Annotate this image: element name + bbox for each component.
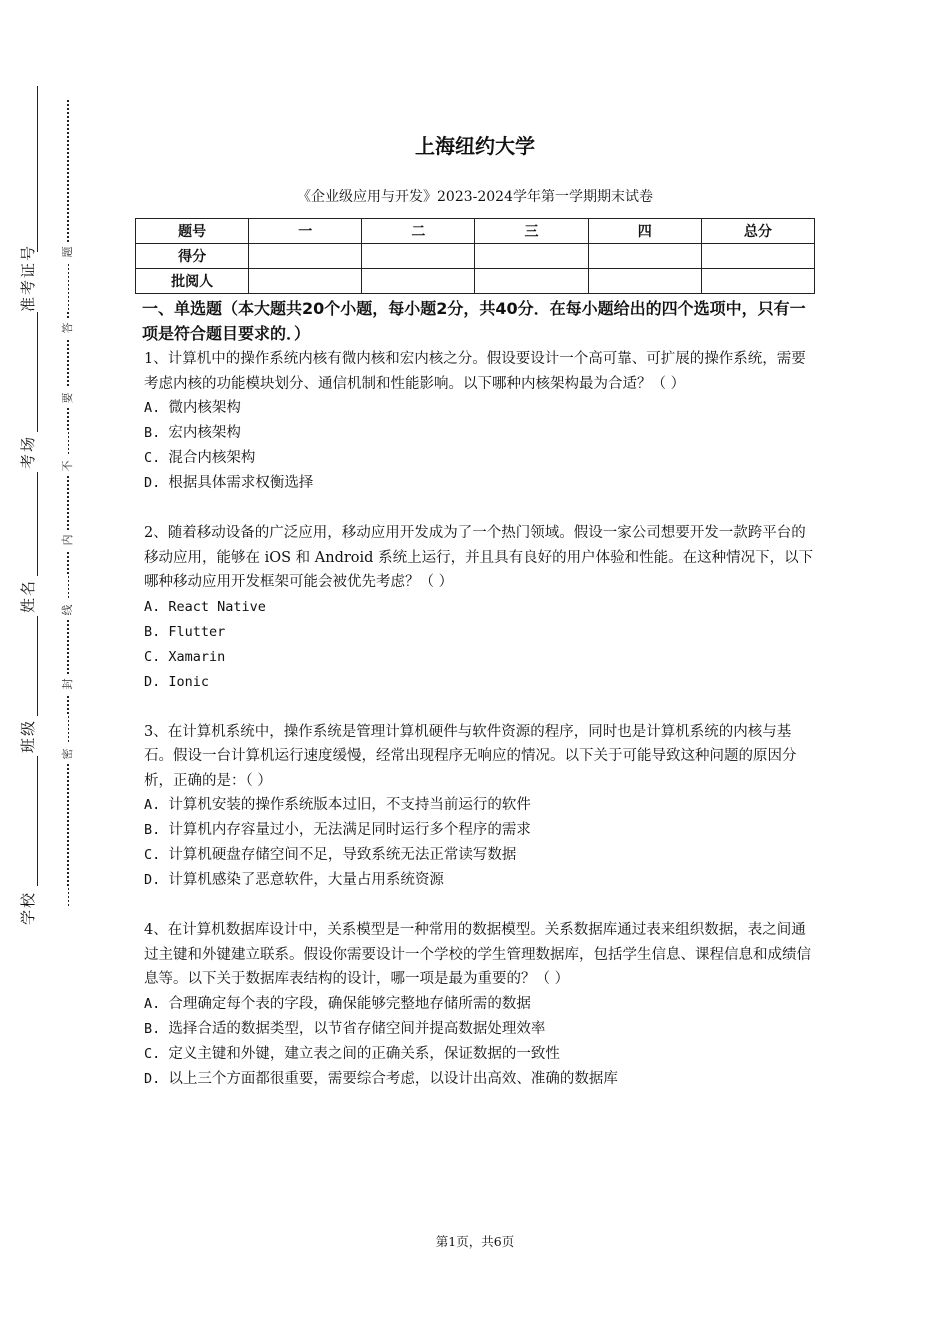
reviewer-input-cell[interactable] bbox=[588, 269, 701, 294]
option-text: 微内核架构 bbox=[168, 400, 241, 416]
option-b[interactable] bbox=[144, 620, 816, 645]
table-cell: 一 bbox=[249, 219, 362, 244]
score-input-cell[interactable] bbox=[701, 244, 814, 269]
option-b[interactable] bbox=[144, 1017, 816, 1042]
table-cell: 总分 bbox=[701, 219, 814, 244]
binding-field-class: 班级 bbox=[8, 716, 68, 756]
section-heading: 一、单选题（本大题共20个小题，每小题2分，共40分．在每小题给出的四个选项中，只有一项是符合题目要求的．） bbox=[142, 299, 806, 343]
option-letter: D. bbox=[144, 475, 161, 491]
reviewer-input-cell[interactable] bbox=[701, 269, 814, 294]
table-cell: 四 bbox=[588, 219, 701, 244]
score-input-cell[interactable] bbox=[588, 244, 701, 269]
option-c[interactable] bbox=[144, 1042, 816, 1067]
option-letter: B. bbox=[144, 822, 161, 838]
binding-dotted-line bbox=[67, 100, 69, 906]
option-text: 混合内核架构 bbox=[168, 450, 256, 466]
page-title: 上海纽约大学 bbox=[415, 134, 535, 158]
option-text: 根据具体需求权衡选择 bbox=[168, 475, 314, 491]
question-3 bbox=[144, 720, 816, 894]
option-text: 合理确定每个表的字段，确保能够完整地存储所需的数据 bbox=[168, 995, 531, 1012]
option-letter: B. bbox=[144, 623, 161, 640]
reviewer-input-cell[interactable] bbox=[249, 269, 362, 294]
table-cell: 题号 bbox=[136, 219, 249, 244]
binding-dotted-label: 密 bbox=[58, 744, 78, 764]
option-letter: B. bbox=[144, 425, 161, 441]
option-text: 定义主键和外键，建立表之间的正确关系，保证数据的一致性 bbox=[168, 1045, 560, 1062]
score-input-cell[interactable] bbox=[249, 244, 362, 269]
option-text: 计算机感染了恶意软件，大量占用系统资源 bbox=[168, 872, 444, 888]
reviewer-input-cell[interactable] bbox=[362, 269, 475, 294]
option-b[interactable] bbox=[144, 421, 816, 446]
option-text: React Native bbox=[168, 598, 266, 615]
binding-dotted-label: 题 bbox=[58, 242, 78, 262]
option-text: 计算机硬盘存储空间不足，导致系统无法正常读写数据 bbox=[168, 847, 517, 863]
binding-field-school: 学校 bbox=[8, 888, 68, 928]
option-a[interactable] bbox=[144, 396, 816, 421]
page-footer: 第1页，共6页 bbox=[435, 1234, 515, 1249]
option-b[interactable] bbox=[144, 818, 816, 843]
option-d[interactable] bbox=[144, 670, 816, 695]
option-a[interactable] bbox=[144, 992, 816, 1017]
option-c[interactable] bbox=[144, 446, 816, 471]
score-input-cell[interactable] bbox=[475, 244, 588, 269]
option-a[interactable] bbox=[144, 793, 816, 818]
binding-field-exam-number: 准考证号 bbox=[8, 252, 68, 312]
option-letter: A. bbox=[144, 797, 161, 813]
binding-dotted-label: 不 bbox=[58, 456, 78, 476]
option-text: 宏内核架构 bbox=[168, 425, 241, 441]
binding-dotted-label: 内 bbox=[58, 530, 78, 550]
option-text: Flutter bbox=[168, 623, 226, 640]
table-cell: 得分 bbox=[136, 244, 249, 269]
binding-dotted-label: 要 bbox=[58, 388, 78, 408]
question-4 bbox=[144, 918, 816, 1092]
binding-solid-line bbox=[37, 86, 38, 886]
option-d[interactable] bbox=[144, 471, 816, 496]
option-a[interactable] bbox=[144, 595, 816, 620]
exam-content bbox=[144, 296, 816, 1117]
binding-dotted-label: 答 bbox=[58, 318, 78, 338]
question-stem: 3、在计算机系统中，操作系统是管理计算机硬件与软件资源的程序，同时也是计算机系统的内核与基石。假设一台计算机运行速度缓慢，经常出现程序无响应的情况。以下关于可能导致这种问题的原因分析，正确的是：（ ） bbox=[144, 723, 797, 789]
option-letter: C. bbox=[144, 1045, 161, 1062]
option-text: 以上三个方面都很重要，需要综合考虑，以设计出高效、准确的数据库 bbox=[168, 1070, 618, 1087]
binding-dotted-label: 封 bbox=[58, 674, 78, 694]
option-text: Xamarin bbox=[168, 648, 226, 665]
table-cell: 批阅人 bbox=[136, 269, 249, 294]
binding-dotted-label: 线 bbox=[58, 600, 78, 620]
option-letter: B. bbox=[144, 1020, 161, 1037]
table-cell: 三 bbox=[475, 219, 588, 244]
option-letter: D. bbox=[144, 1070, 161, 1087]
question-stem: 4、在计算机数据库设计中，关系模型是一种常用的数据模型。关系数据库通过表来组织数据，表之间通过主键和外键建立联系。假设你需要设计一个学校的学生管理数据库，包括学生信息、课程信息和成绩信息等。以下关于数据库表结构的设计，哪一项是最为重要的？（ ） bbox=[144, 922, 811, 987]
score-table bbox=[135, 218, 815, 294]
table-cell: 二 bbox=[362, 219, 475, 244]
question-stem: 2、随着移动设备的广泛应用，移动应用开发成为了一个热门领域。假设一家公司想要开发一款跨平台的移动应用，能够在 iOS 和 Android 系统上运行，并且具有良好的用户体验和性能。在这种情况下，以下哪种移动应用开发框架可能会被优先考虑？（ ） bbox=[144, 525, 814, 590]
option-text: 计算机内存容量过小，无法满足同时运行多个程序的需求 bbox=[168, 822, 531, 838]
option-letter: C. bbox=[144, 450, 161, 466]
binding-field-name: 姓名 bbox=[8, 576, 68, 616]
score-input-cell[interactable] bbox=[362, 244, 475, 269]
table-row bbox=[136, 269, 815, 294]
table-row bbox=[136, 219, 815, 244]
binding-field-exam-room: 考场 bbox=[8, 432, 68, 472]
option-c[interactable] bbox=[144, 645, 816, 670]
question-stem: 1、计算机中的操作系统内核有微内核和宏内核之分。假设要设计一个高可靠、可扩展的操作系统，需要考虑内核的功能模块划分、通信机制和性能影响。以下哪种内核架构最为合适？（ ） bbox=[144, 351, 806, 392]
option-letter: A. bbox=[144, 400, 161, 416]
option-text: Ionic bbox=[168, 673, 210, 690]
option-letter: A. bbox=[144, 598, 161, 615]
option-d[interactable] bbox=[144, 1067, 816, 1092]
option-letter: D. bbox=[144, 872, 161, 888]
exam-subtitle: 《企业级应用与开发》2023-2024学年第一学期期末试卷 bbox=[297, 189, 653, 205]
option-letter: C. bbox=[144, 847, 161, 863]
option-letter: D. bbox=[144, 673, 161, 690]
question-1 bbox=[144, 347, 816, 496]
option-letter: A. bbox=[144, 995, 161, 1012]
option-text: 计算机安装的操作系统版本过旧，不支持当前运行的软件 bbox=[168, 797, 531, 813]
reviewer-input-cell[interactable] bbox=[475, 269, 588, 294]
option-d[interactable] bbox=[144, 868, 816, 893]
option-letter: C. bbox=[144, 648, 161, 665]
question-2 bbox=[144, 521, 816, 695]
table-row bbox=[136, 244, 815, 269]
option-text: 选择合适的数据类型，以节省存储空间并提高数据处理效率 bbox=[168, 1020, 546, 1037]
option-c[interactable] bbox=[144, 843, 816, 868]
